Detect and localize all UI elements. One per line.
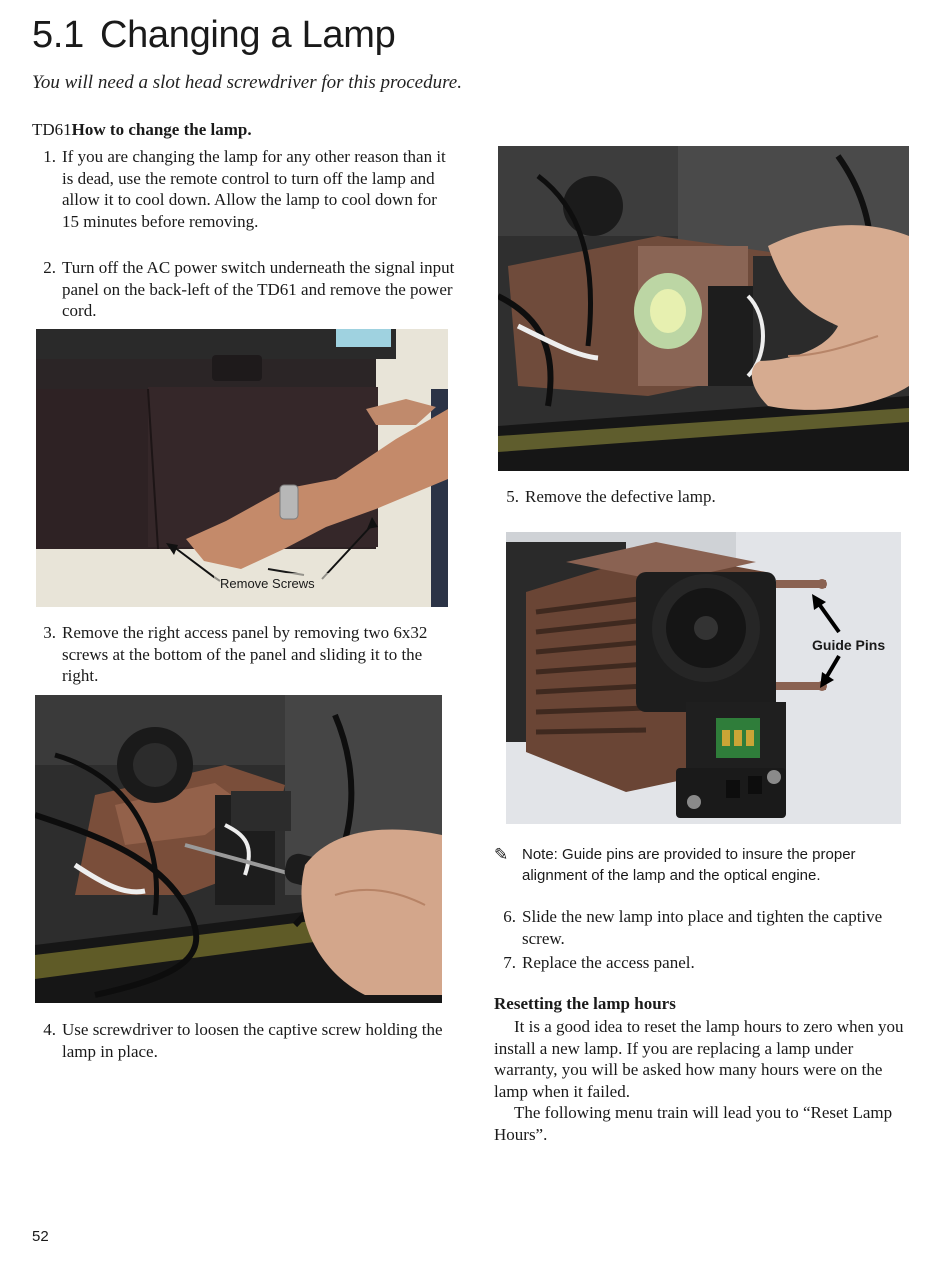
note-text: Guide pins are provided to insure the proper alignment of the lamp and the optical engine. [522,846,856,884]
subtitle: You will need a slot head screwdriver for this procedure. [32,72,462,93]
step-text: Remove the defective lamp. [525,487,716,506]
step-number: 6. [503,907,516,926]
step-text: Use screwdriver to loosen the captive screw holding the lamp in place. [62,1020,443,1061]
step-number: 2. [43,258,56,277]
section-number: 5.1 [32,14,84,56]
step-number: 3. [43,623,56,642]
step-text: Slide the new lamp into place and tighten the captive screw. [522,907,883,948]
pencil-icon: ✎ [494,845,509,864]
guide-pins-label: Guide Pins [812,637,886,653]
step-7 [494,952,918,974]
lamp-module-photo [506,532,901,824]
page-title [32,14,395,57]
step-number: 1. [43,147,56,166]
page-number: 52 [32,1228,49,1245]
remove-screws-label: Remove Screws [220,576,315,591]
screwdriver-photo [35,695,442,1003]
step-text: Turn off the AC power switch underneath the signal input panel on the back-left of the TD61 and remove the power cord. [62,258,455,320]
section-title: Changing a Lamp [99,14,396,56]
step-text: Remove the right access panel by removing two 6x32 screws at the bottom of the panel and sliding it to the right. [62,623,428,685]
access-panel-photo [36,329,448,607]
procedure-title: How to change the lamp. [71,120,252,139]
step-6 [494,906,918,949]
step-text: Replace the access panel. [522,953,695,972]
model-prefix: TD61 [32,120,72,139]
note-box [494,844,914,886]
step-number: 4. [43,1020,56,1039]
step-number: 7. [503,953,516,972]
step-5 [497,486,915,508]
step-number: 5. [506,487,519,506]
step-2 [34,257,458,322]
step-3 [34,622,458,687]
reset-paragraph-2: The following menu train will lead you to “Reset Lamp Hours”. [494,1103,893,1144]
step-4 [34,1019,458,1062]
note-label: Note: [522,846,558,863]
reset-paragraph-1: It is a good idea to reset the lamp hours to zero when you install a new lamp. If you are replacing a lamp under warranty, you will be asked how many hours were on the lamp when it failed. [494,1017,904,1101]
step-text: If you are changing the lamp for any other reason than it is dead, use the remote control to turn off the lamp and allow it to cool down. Allow the lamp to cool down for 15 minutes before removing. [62,147,446,231]
step-1 [34,146,458,232]
procedure-heading [32,120,252,140]
remove-lamp-photo [498,146,909,471]
reset-heading: Resetting the lamp hours [494,994,676,1013]
